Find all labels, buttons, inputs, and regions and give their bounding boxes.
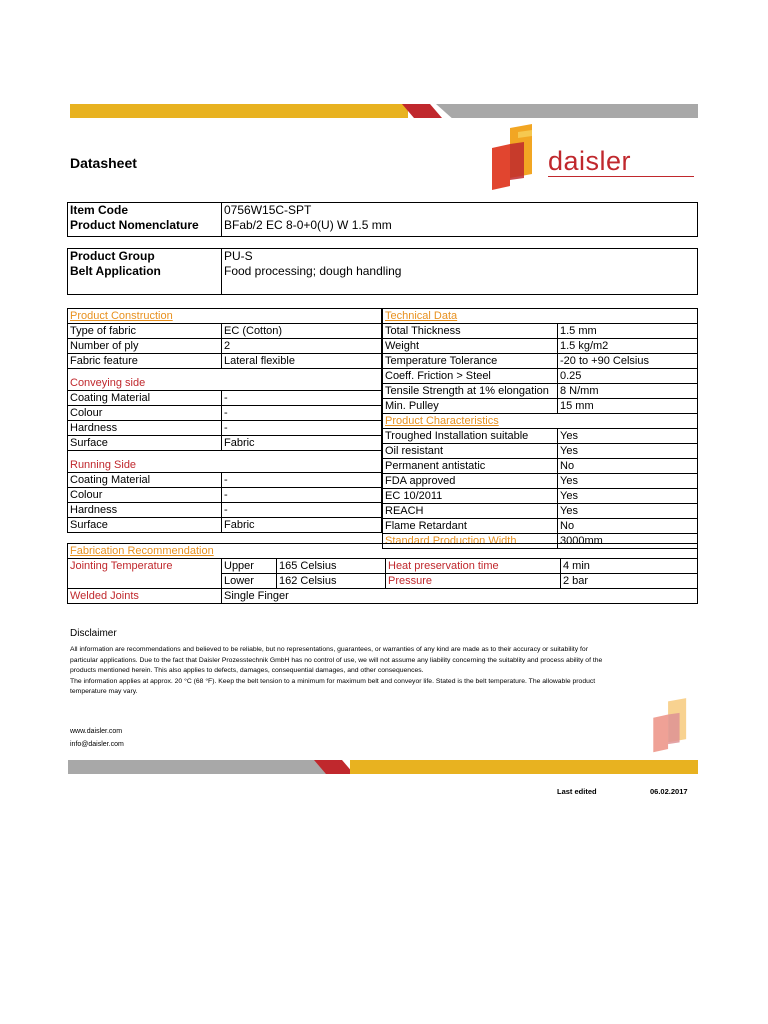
fabrication-heading: Fabrication Recommendation <box>68 544 698 559</box>
page-title: Datasheet <box>70 155 137 171</box>
conveying-label: Coating Material <box>68 391 222 406</box>
characteristics-heading: Product Characteristics <box>383 414 698 429</box>
technical-value: 8 N/mm <box>558 384 698 399</box>
last-edited-label: Last edited <box>557 787 597 796</box>
technical-value: 1.5 mm <box>558 324 698 339</box>
characteristic-value: Yes <box>558 474 698 489</box>
technical-table <box>382 308 698 549</box>
disclaimer-line: The information applies at approx. 20 °C (68 °F). Keep the belt tension to a minimum for maximum belt and conveyor life. Stated is the belt temperature. The allowable product <box>70 677 596 685</box>
pressure-value: 2 bar <box>561 574 698 589</box>
lower-label: Lower <box>222 574 277 589</box>
product-group-label: Product Group <box>68 249 222 264</box>
technical-value: -20 to +90 Celsius <box>558 354 698 369</box>
technical-label: Coeff. Friction > Steel <box>383 369 558 384</box>
faded-logo-icon <box>650 698 696 754</box>
running-label: Surface <box>68 518 222 533</box>
characteristic-label: EC 10/2011 <box>383 489 558 504</box>
item-code-value: 0756W15C-SPT <box>222 203 698 218</box>
product-group-value: PU-S <box>222 249 698 264</box>
conveying-label: Colour <box>68 406 222 421</box>
characteristic-value: No <box>558 519 698 534</box>
characteristic-label: Oil resistant <box>383 444 558 459</box>
characteristic-label: Flame Retardant <box>383 519 558 534</box>
conveying-value: - <box>222 421 382 436</box>
production-width-value: 3000mm <box>558 534 698 549</box>
technical-value: 15 mm <box>558 399 698 414</box>
running-label: Hardness <box>68 503 222 518</box>
fabrication-table <box>67 543 698 604</box>
daisler-logo-icon <box>488 124 544 192</box>
disclaimer-line: particular applications. Due to the fact that Daisler Prozesstechnik GmbH has no control of use, we will not assume any liability concerning the suitablity and process ability of the <box>70 656 603 664</box>
construction-label: Number of ply <box>68 339 222 354</box>
nomenclature-value: BFab/2 EC 8-0+0(U) W 1.5 mm <box>222 218 698 237</box>
characteristic-value: Yes <box>558 504 698 519</box>
welded-joints-label: Welded Joints <box>68 589 222 604</box>
disclaimer-heading: Disclaimer <box>70 628 117 639</box>
item-table <box>67 202 698 237</box>
construction-value: 2 <box>222 339 382 354</box>
pressure-label: Pressure <box>386 574 561 589</box>
construction-label: Type of fabric <box>68 324 222 339</box>
technical-label: Total Thickness <box>383 324 558 339</box>
construction-value: Lateral flexible <box>222 354 382 369</box>
running-value: Fabric <box>222 518 382 533</box>
last-edited-date: 06.02.2017 <box>650 787 688 796</box>
running-value: - <box>222 473 382 488</box>
lower-value: 162 Celsius <box>277 574 386 589</box>
characteristic-label: Troughed Installation suitable <box>383 429 558 444</box>
technical-value: 1.5 kg/m2 <box>558 339 698 354</box>
upper-value: 165 Celsius <box>277 559 386 574</box>
construction-label: Fabric feature <box>68 354 222 369</box>
logo-wordmark: daisler <box>548 146 632 176</box>
disclaimer-line: All information are recommendations and believed to be reliable, but no representations, guarantees, or warranties of any kind are made as to their accuracy or suitability for <box>70 646 588 653</box>
technical-label: Weight <box>383 339 558 354</box>
construction-table <box>67 308 382 533</box>
heat-preservation-label: Heat preservation time <box>386 559 561 574</box>
item-code-label: Item Code <box>68 203 222 218</box>
belt-application-label: Belt Application <box>68 264 222 295</box>
construction-value: EC (Cotton) <box>222 324 382 339</box>
running-side-heading: Running Side <box>68 451 382 473</box>
characteristic-value: Yes <box>558 429 698 444</box>
nomenclature-label: Product Nomenclature <box>68 218 222 237</box>
belt-application-value: Food processing; dough handling <box>222 264 698 295</box>
characteristic-value: Yes <box>558 489 698 504</box>
characteristic-label: FDA approved <box>383 474 558 489</box>
technical-label: Min. Pulley <box>383 399 558 414</box>
characteristic-value: Yes <box>558 444 698 459</box>
disclaimer-line: products mentioned herein. This also applies to defects, damages, consequential damages, and other consequences. <box>70 667 424 675</box>
technical-value: 0.25 <box>558 369 698 384</box>
production-width-label: Standard Production Width <box>383 534 558 549</box>
email-link[interactable]: info@daisler.com <box>70 740 124 748</box>
construction-heading: Product Construction <box>68 309 382 324</box>
upper-label: Upper <box>222 559 277 574</box>
conveying-value: - <box>222 406 382 421</box>
technical-heading: Technical Data <box>383 309 698 324</box>
technical-label: Temperature Tolerance <box>383 354 558 369</box>
conveying-side-heading: Conveying side <box>68 369 382 391</box>
jointing-temperature-label: Jointing Temperature <box>68 559 222 589</box>
welded-joints-value: Single Finger <box>222 589 698 604</box>
conveying-label: Surface <box>68 436 222 451</box>
contact-block <box>70 726 124 751</box>
technical-label: Tensile Strength at 1% elongation <box>383 384 558 399</box>
conveying-value: - <box>222 391 382 406</box>
disclaimer-text <box>70 645 702 698</box>
conveying-label: Hardness <box>68 421 222 436</box>
characteristic-label: Permanent antistatic <box>383 459 558 474</box>
heat-preservation-value: 4 min <box>561 559 698 574</box>
group-table <box>67 248 698 295</box>
conveying-value: Fabric <box>222 436 382 451</box>
characteristic-label: REACH <box>383 504 558 519</box>
website-link[interactable]: www.daisler.com <box>70 728 123 735</box>
running-value: - <box>222 503 382 518</box>
running-label: Coating Material <box>68 473 222 488</box>
disclaimer-line: temperature may vary. <box>70 688 138 696</box>
running-value: - <box>222 488 382 503</box>
running-label: Colour <box>68 488 222 503</box>
characteristic-value: No <box>558 459 698 474</box>
logo-underline <box>548 176 694 177</box>
